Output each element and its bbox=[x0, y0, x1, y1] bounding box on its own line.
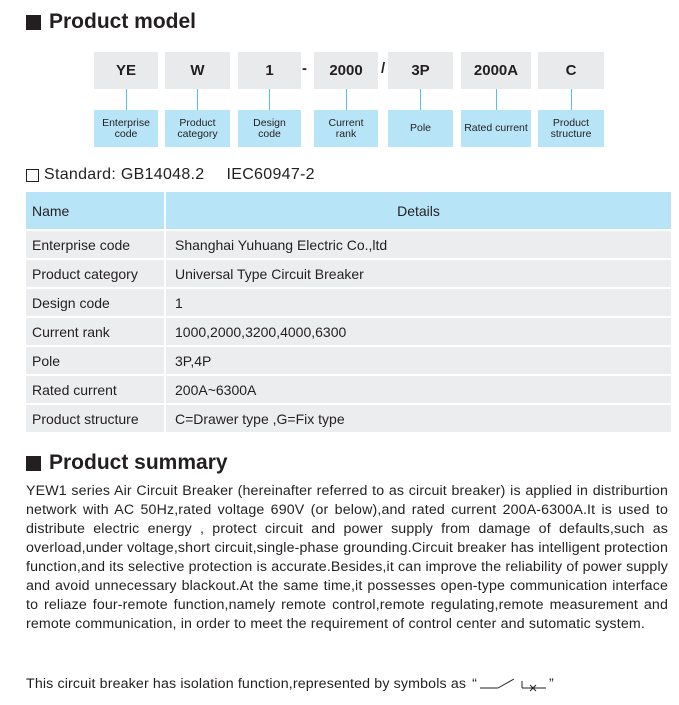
connector-line bbox=[346, 89, 347, 110]
code-value: 1 bbox=[265, 62, 274, 79]
standard-prefix: Standard: GB14048.2 bbox=[44, 166, 205, 183]
table-header-row bbox=[26, 192, 671, 229]
table-row bbox=[26, 258, 671, 287]
separator-slash: / bbox=[381, 60, 386, 77]
row-name: Product category bbox=[26, 258, 166, 287]
code-box-current-rank bbox=[314, 52, 378, 89]
isolation-text: This circuit breaker has isolation function,represented by symbols as bbox=[26, 676, 467, 692]
spec-table bbox=[26, 192, 671, 432]
isolation-line bbox=[26, 676, 554, 692]
label-pole: Pole bbox=[388, 110, 453, 147]
code-value: 2000A bbox=[473, 62, 519, 79]
table-row bbox=[26, 287, 671, 316]
checkbox-square-icon bbox=[26, 169, 39, 182]
product-summary-heading bbox=[26, 449, 228, 477]
code-box-category bbox=[165, 52, 230, 89]
row-name: Design code bbox=[26, 287, 166, 316]
row-details: 1000,2000,3200,4000,6300 bbox=[166, 316, 671, 345]
row-name: Pole bbox=[26, 345, 166, 374]
label-design-code: Design code bbox=[238, 110, 301, 147]
row-name: Product structure bbox=[26, 403, 166, 432]
row-details: Shanghai Yuhuang Electric Co.,ltd bbox=[166, 229, 671, 258]
label-product-category: Product category bbox=[165, 110, 230, 147]
code-value: 2000 bbox=[329, 62, 363, 79]
square-bullet-icon bbox=[26, 15, 41, 30]
label-current-rank: Current rank bbox=[314, 110, 378, 147]
code-value: C bbox=[565, 62, 577, 79]
code-value: YE bbox=[115, 62, 136, 79]
label-rated-current: Rated current bbox=[461, 110, 531, 147]
row-name: Current rank bbox=[26, 316, 166, 345]
connector-line bbox=[269, 89, 270, 110]
label-enterprise-code: Enterprise code bbox=[94, 110, 158, 147]
connector-line bbox=[420, 89, 421, 110]
row-details: Universal Type Circuit Breaker bbox=[166, 258, 671, 287]
connector-line bbox=[496, 89, 497, 110]
table-row bbox=[26, 374, 671, 403]
code-box-structure bbox=[538, 52, 604, 89]
code-value: 3P bbox=[411, 62, 430, 79]
connector-line bbox=[197, 89, 198, 110]
column-header-name: Name bbox=[26, 192, 166, 229]
table-row bbox=[26, 345, 671, 374]
quote-open: “ bbox=[472, 676, 477, 692]
summary-paragraph: YEW1 series Air Circuit Breaker (hereinafter referred to as circuit breaker) is applied in distriburtion network with AC 50Hz,rated voltage 690V (or below),and rated current 200A-6300A.It is used to distribute electric energy , protect circuit and power supply from damage of defaults,such as overload,under voltage,short circuit,single-phase grounding.Circuit breaker has intelligent protection function,and its selective protection is accurate.Besides,it can improve the reliability of power supply and avoid unnecessary blackout.At the same time,it possesses open-type communication interface to reliaze four-remote function,namely remote control,remote regulating,remote measurement and remote communication, in order to meet the requirement of control center and sutomatic system. bbox=[26, 483, 668, 632]
standard-line bbox=[26, 166, 315, 184]
product-model-heading bbox=[26, 8, 196, 36]
code-box-pole bbox=[388, 52, 453, 89]
row-details: C=Drawer type ,G=Fix type bbox=[166, 403, 671, 432]
row-details: 200A~6300A bbox=[166, 374, 671, 403]
connector-line bbox=[571, 89, 572, 110]
row-details: 3P,4P bbox=[166, 345, 671, 374]
row-name: Enterprise code bbox=[26, 229, 166, 258]
isolator-switch-symbol-icon bbox=[478, 676, 548, 692]
table-row bbox=[26, 229, 671, 258]
row-name: Rated current bbox=[26, 374, 166, 403]
column-header-details: Details bbox=[166, 192, 671, 229]
label-product-structure: Product structure bbox=[538, 110, 604, 147]
row-details: 1 bbox=[166, 287, 671, 316]
separator-dash: - bbox=[302, 60, 307, 77]
code-value: W bbox=[190, 62, 205, 79]
table-row bbox=[26, 403, 671, 432]
code-box-rated-current bbox=[461, 52, 531, 89]
product-model-title: Product model bbox=[49, 10, 197, 33]
connector-line bbox=[126, 89, 127, 110]
code-box-design bbox=[238, 52, 301, 89]
product-summary-title: Product summary bbox=[49, 451, 228, 474]
code-box-enterprise bbox=[94, 52, 158, 89]
square-bullet-icon bbox=[26, 456, 41, 471]
table-row bbox=[26, 316, 671, 345]
quote-close: ” bbox=[549, 676, 554, 692]
standard-second: IEC60947-2 bbox=[226, 166, 315, 183]
